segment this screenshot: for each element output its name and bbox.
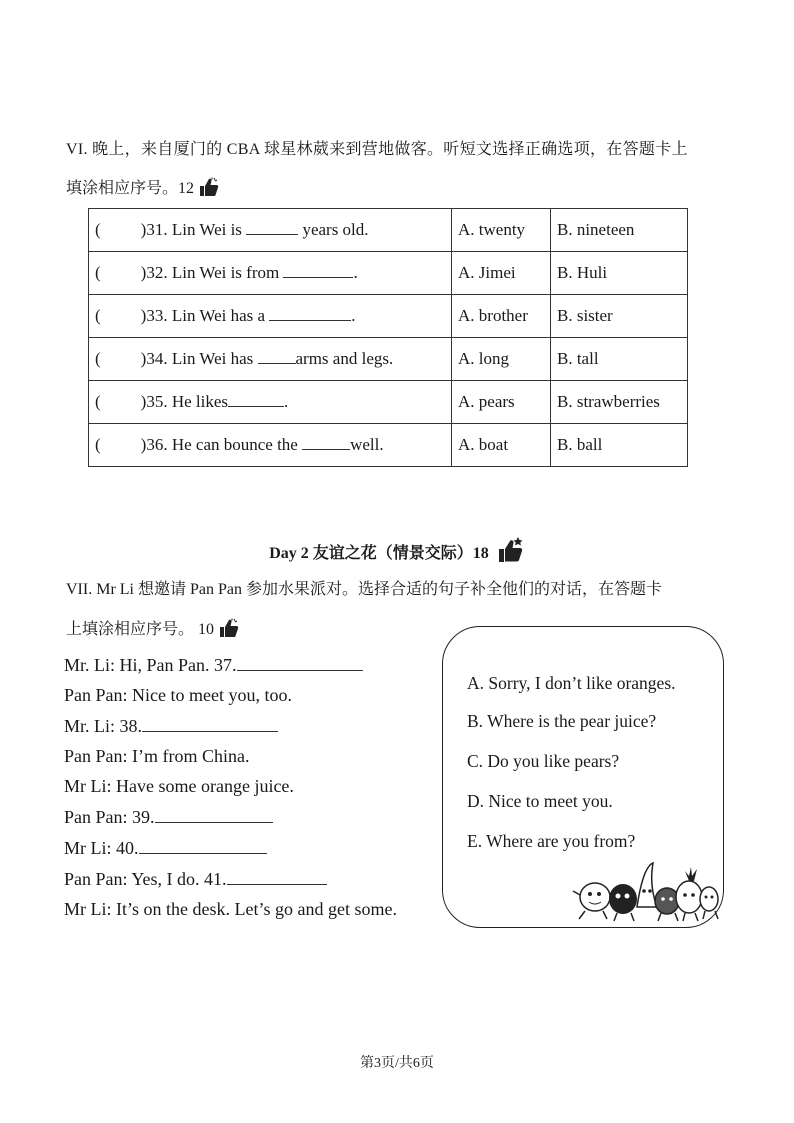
question-stem bbox=[89, 252, 452, 295]
question-stem bbox=[89, 424, 452, 467]
table-row bbox=[89, 295, 688, 338]
day2-heading bbox=[0, 536, 794, 564]
dialog-line: Pan Pan: Yes, I do. 41. bbox=[64, 869, 327, 890]
option-b: B. Where is the pear juice? bbox=[467, 711, 657, 731]
question-text-end: . bbox=[284, 392, 289, 411]
answer-paren: ( bbox=[95, 220, 101, 239]
dialog-line: Pan Pan: I’m from China. bbox=[64, 746, 250, 766]
choice-b: B. tall bbox=[551, 338, 688, 381]
answer-paren: ( bbox=[95, 263, 101, 282]
dialog-line: Pan Pan: Nice to meet you, too. bbox=[64, 685, 292, 705]
section6-instruction-line1: VI. 晚上，来自厦门的 CBA 球星林葳来到营地做客。听短文选择正确选项，在答题卡上 bbox=[66, 141, 688, 158]
choice-b: B. nineteen bbox=[551, 209, 688, 252]
fruit-characters-illustration bbox=[571, 855, 721, 925]
answer-blank bbox=[302, 435, 350, 450]
choice-a: A. boat bbox=[452, 424, 551, 467]
choice-b: B. strawberries bbox=[551, 381, 688, 424]
question-text-end: . bbox=[353, 263, 358, 282]
dialog-line: Pan Pan: 39. bbox=[64, 807, 273, 828]
option-c: C. Do you like pears? bbox=[467, 751, 620, 771]
thumbs-up-icon bbox=[497, 536, 525, 564]
question-text-end: . bbox=[351, 306, 356, 325]
question-text-end: well. bbox=[350, 435, 384, 454]
question-text: )35. He likes bbox=[140, 392, 229, 411]
question-text: )31. Lin Wei is bbox=[140, 220, 247, 239]
section6-instruction-text: 填涂相应序号。12 bbox=[66, 180, 195, 197]
choice-a: A. pears bbox=[452, 381, 551, 424]
question-text: )36. He can bounce the bbox=[140, 435, 303, 454]
day2-title: Day 2 友谊之花（情景交际）18 bbox=[269, 545, 489, 562]
section6-instruction-line2 bbox=[66, 175, 220, 198]
answer-blank bbox=[269, 306, 351, 321]
option-a: A. Sorry, I don’t like oranges. bbox=[467, 673, 676, 693]
answer-blank bbox=[283, 263, 353, 278]
choice-b: B. Huli bbox=[551, 252, 688, 295]
table-row bbox=[89, 381, 688, 424]
page-number: 第3页/共6页 bbox=[360, 1056, 434, 1071]
section7-instruction-line1: VII. Mr Li 想邀请 Pan Pan 参加水果派对。选择合适的句子补全他们的对话，在答题卡 bbox=[66, 581, 662, 598]
dialog-line: Mr Li: 40. bbox=[64, 838, 267, 859]
question-stem bbox=[89, 209, 452, 252]
table-row bbox=[89, 338, 688, 381]
thumbs-up-icon bbox=[198, 177, 220, 197]
table-row bbox=[89, 209, 688, 252]
section7-instruction-text: 上填涂相应序号。 10 bbox=[66, 621, 215, 638]
table-row bbox=[89, 252, 688, 295]
answer-blank bbox=[228, 392, 284, 407]
answer-paren: ( bbox=[95, 392, 101, 411]
question-text-end: arms and legs. bbox=[295, 349, 394, 368]
table-row bbox=[89, 424, 688, 467]
section7-instruction-line2 bbox=[66, 616, 240, 639]
choice-a: A. twenty bbox=[452, 209, 551, 252]
dialog-line: Mr. Li: Hi, Pan Pan. 37. bbox=[64, 655, 363, 676]
question-stem bbox=[89, 381, 452, 424]
dialog-line: Mr Li: It’s on the desk. Let’s go and get some. bbox=[64, 899, 397, 919]
option-d: D. Nice to meet you. bbox=[467, 791, 613, 811]
question-text: )32. Lin Wei is from bbox=[140, 263, 284, 282]
answer-paren: ( bbox=[95, 349, 101, 368]
option-e: E. Where are you from? bbox=[467, 831, 636, 851]
question-text: )33. Lin Wei has a bbox=[140, 306, 270, 325]
choice-b: B. ball bbox=[551, 424, 688, 467]
options-box bbox=[442, 626, 724, 928]
choice-a: A. long bbox=[452, 338, 551, 381]
question-stem bbox=[89, 338, 452, 381]
dialog-line: Mr Li: Have some orange juice. bbox=[64, 776, 294, 796]
listening-choice-table bbox=[88, 208, 688, 467]
question-text-end: years old. bbox=[298, 220, 369, 239]
choice-b: B. sister bbox=[551, 295, 688, 338]
question-text: )34. Lin Wei has bbox=[140, 349, 258, 368]
question-stem bbox=[89, 295, 452, 338]
answer-paren: ( bbox=[95, 435, 101, 454]
choice-a: A. brother bbox=[452, 295, 551, 338]
thumbs-up-icon bbox=[218, 618, 240, 638]
answer-blank bbox=[258, 349, 296, 364]
answer-blank bbox=[246, 220, 298, 235]
answer-paren: ( bbox=[95, 306, 101, 325]
choice-a: A. Jimei bbox=[452, 252, 551, 295]
dialog-line: Mr. Li: 38. bbox=[64, 716, 278, 737]
